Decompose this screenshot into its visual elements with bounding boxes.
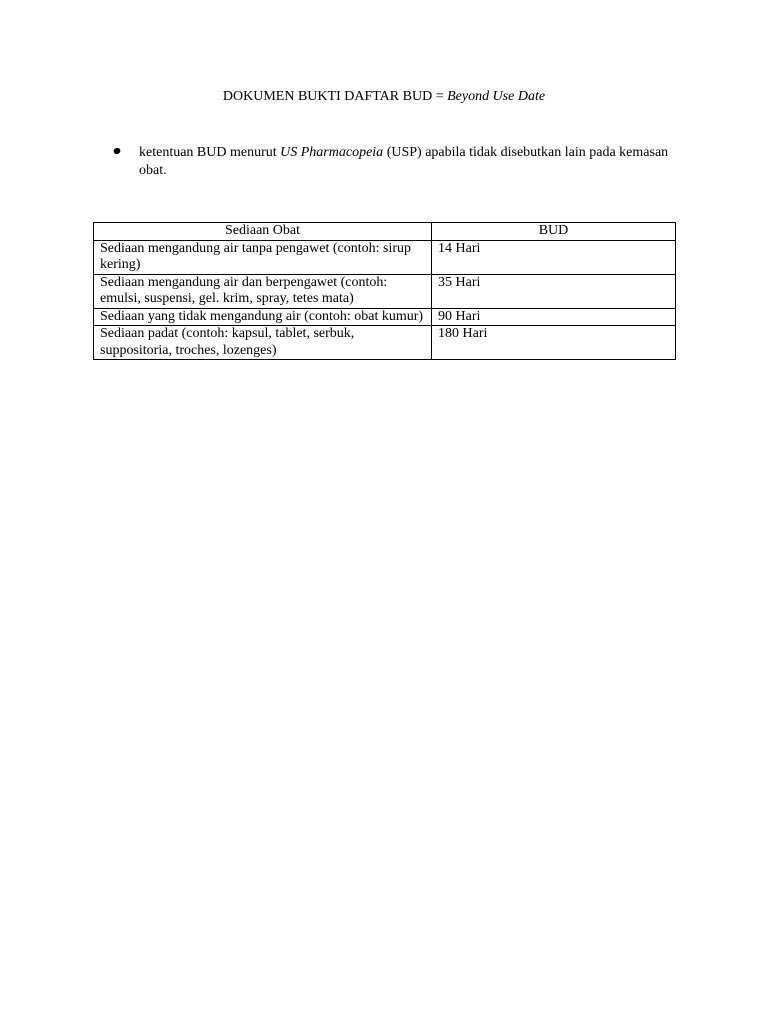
table-cell-sediaan: Sediaan padat (contoh: kapsul, tablet, serbuk, suppositoria, troches, lozenges) bbox=[94, 326, 432, 360]
bullet-text bbox=[139, 144, 674, 180]
table-cell-bud: 90 Hari bbox=[432, 308, 676, 326]
table-cell-sediaan: Sediaan mengandung air tanpa pengawet (contoh: sirup kering) bbox=[94, 240, 432, 274]
bullet-text-italic: US Pharmacopeia bbox=[280, 145, 384, 160]
column-header-sediaan: Sediaan Obat bbox=[94, 223, 432, 241]
table-cell-sediaan: Sediaan yang tidak mengandung air (contoh: obat kumur) bbox=[94, 308, 432, 326]
bullet-text-before: ketentuan BUD menurut bbox=[139, 145, 281, 160]
table-cell-bud: 180 Hari bbox=[432, 326, 676, 360]
table-header-row bbox=[94, 223, 676, 241]
table-cell-bud: 35 Hari bbox=[432, 274, 676, 308]
table-row bbox=[94, 274, 676, 308]
bullet-item bbox=[114, 144, 674, 180]
table-row bbox=[94, 308, 676, 326]
document-title-italic: Beyond Use Date bbox=[447, 89, 546, 104]
table-cell-bud: 14 Hari bbox=[432, 240, 676, 274]
bullet-dot-icon bbox=[113, 147, 122, 155]
document-title-text: DOKUMEN BUKTI DAFTAR BUD = bbox=[222, 89, 448, 104]
column-header-bud: BUD bbox=[432, 223, 676, 241]
table-cell-sediaan: Sediaan mengandung air dan berpengawet (contoh: emulsi, suspensi, gel. krim, spray, tetes mata) bbox=[94, 274, 432, 308]
bullet-text-after: (USP) apabila tidak disebutkan lain pada kemasan obat. bbox=[139, 145, 669, 178]
document-title bbox=[0, 88, 768, 105]
bud-table bbox=[93, 222, 676, 360]
table-row bbox=[94, 240, 676, 274]
table-row bbox=[94, 326, 676, 360]
